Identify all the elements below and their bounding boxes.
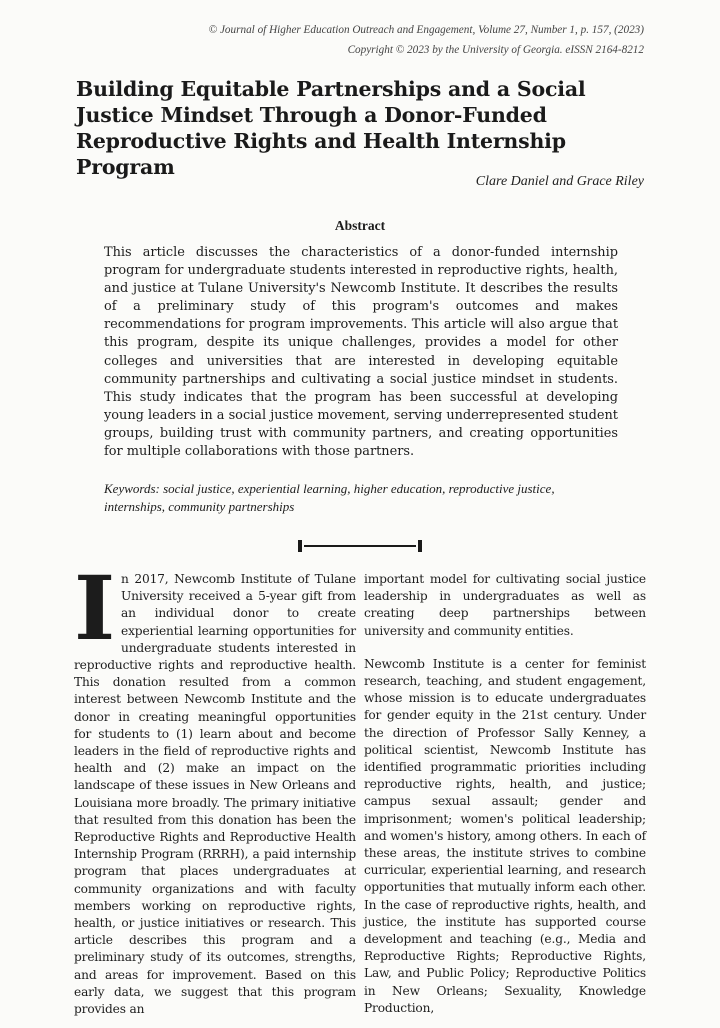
article-authors: Clare Daniel and Grace Riley — [475, 174, 644, 189]
intro-paragraph-text: n 2017, Newcomb Institute of Tulane University received a 5-year gift from an individual donor to create experiential learning opportunities for undergraduate students interested in reproductive rights and reproductive health. This donation resulted from a common interest between Newcomb Institute and the donor in creating meaningful opportunities for students to (1) learn about and become leaders in the field of reproductive rights and health and (2) make an impact on the landscape of these issues in New Orleans and Louisiana more broadly. The primary initiative that resulted from this donation has been the Reproductive Rights and Reproductive Health Internship Program (RRRH), a paid internship program that places undergraduates at community organizations and with faculty members working on reproductive rights, health, or justice initiatives or research. This article describes this program and a preliminary study of its outcomes, strengths, and areas for improvement. Based on this early data, we suggest that this program provides an — [74, 572, 356, 1017]
drop-cap: I — [74, 556, 116, 660]
divider-bar — [304, 545, 416, 547]
journal-header — [44, 20, 644, 60]
divider-cap-right — [418, 540, 422, 552]
section-divider — [298, 540, 422, 552]
abstract-heading: Abstract — [334, 218, 386, 233]
copyright-line: Copyright © 2023 by the University of Georgia. eISSN 2164-8212 — [347, 44, 644, 56]
body-column-left — [74, 556, 356, 1018]
abstract-body: This article discusses the characteristics of a donor-funded internship program for undergraduate students interested in reproductive rights, health, and justice at Tulane University's Newcomb Institute. It describes the results of a preliminary study of this program's outcomes and makes recommendations for program improvements. This article will also argue that this program, despite its unique challenges, provides a model for other colleges and universities that are interested in developing equitable community partnerships and cultivating a social justice mindset in students. This study indicates that the program has been successful at developing young leaders in a social justice movement, serving underrepresented student groups, building trust with community partners, and creating opportunities for multiple collaborations with those partners. — [104, 245, 618, 460]
intro-paragraph — [74, 556, 356, 1018]
body-paragraph-1: important model for cultivating social justice leadership in undergraduates as well as creating deep partnerships between university and community entities. — [364, 572, 646, 638]
journal-citation: © Journal of Higher Education Outreach and Engagement, Volume 27, Number 1, p. 157, (2023) — [208, 24, 644, 36]
article-title: Building Equitable Partnerships and a Social Justice Mindset Through a Donor-Funded Reproductive Rights and Health Internship Program — [76, 77, 586, 179]
body-column-right — [364, 571, 646, 1017]
body-paragraph-2: Newcomb Institute is a center for feminist research, teaching, and student engagement, whose mission is to educate undergraduates for gender equity in the 21st century. Under the direction of Professor Sally Kenney, a political scientist, Newcomb Institute has identified programmatic priorities including reproductive rights, health, and justice; campus sexual assault; gender and imprisonment; women's political leadership; and women's history, among others. In each of these areas, the institute strives to combine curricular, experiential learning, and research opportunities that mutually inform each other. In the case of reproductive rights, health, and justice, the institute has supported course development and teaching (e.g., Media and Reproductive Rights; Reproductive Rights, Law, and Public Policy; Reproductive Politics in New Orleans; Sexuality, Knowledge Production, — [364, 656, 646, 1015]
divider-cap-left — [298, 540, 302, 552]
keywords: Keywords: social justice, experiential learning, higher education, reproductive justice, internships, community partnerships — [104, 481, 555, 514]
